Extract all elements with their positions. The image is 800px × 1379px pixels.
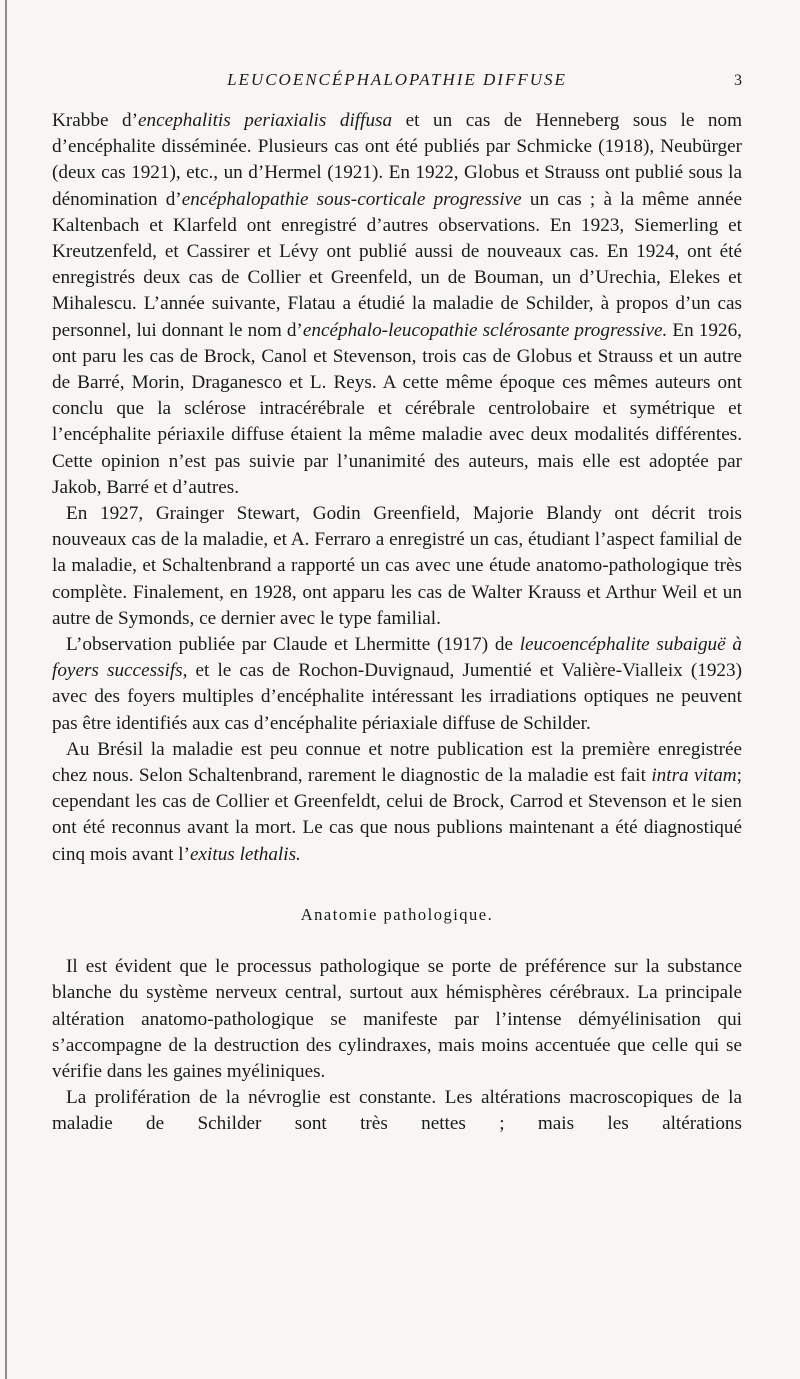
text-run: ; cependant les cas de Collier et Greenfeldt, celui de Brock, Carrod et Stevenson et le sien ont été reconnus avant la mort. Le cas que nous publions maintenant a été diagnostiqué cinq mois avant l’ — [52, 765, 742, 865]
paragraph-history-4 — [52, 737, 742, 868]
text-run: L’observation publiée par Claude et Lhermitte (1917) de — [66, 634, 520, 656]
text-run: et le cas de Rochon-Duvignaud, Jumentié et Valière-Vialleix (1923) avec des foyers multiples d’encéphalite intéressant les irradiations optiques ne peuvent pas être identifiés aux cas d’encéphalite périaxiale diffuse de Schilder. — [52, 660, 742, 734]
italic-term: intra vitam — [651, 765, 737, 787]
paragraph-history-1 — [52, 108, 742, 501]
paragraph-anatomy-2 — [52, 1085, 742, 1137]
page-number: 3 — [734, 72, 742, 89]
body-text — [52, 108, 742, 1138]
italic-term: exitus lethalis. — [190, 843, 301, 865]
text-run: Krabbe d’ — [52, 110, 138, 131]
section-heading: Anatomie pathologique. — [300, 904, 494, 924]
text-run: un cas ; à la même année Kaltenbach et Klarfeld ont enregistré d’autres observations. En 1923, Siemerling et Kreutzenfeld, et Cassirer et Lévy ont publié aussi de nouveaux cas. En 1924, ont été enregistrés deux cas de Collier et Greenfeld, un de Bouman, un d’Urechia, Elekes et Mihalescu. L’année suivante, Flatau a étudié la maladie de Schilder, à propos d’un cas personnel, lui donnant le nom d’ — [52, 188, 742, 341]
text-run: Il est évident que le processus pathologique se porte de préférence sur la substance blanche du système nerveux central, surtout aux hémisphères cérébraux. La principale altération anatomo-pathologique se manifeste par l’intense démyélinisation qui s’accompagne de la destruction des cylindraxes, mais moins accentuée que celle qui se vérifie dans les gaines myéliniques. — [52, 956, 742, 1082]
text-run: La prolifération de la névroglie est constante. Les altérations macroscopiques de la maladie de Schilder sont très nettes ; mais les altérations — [52, 1087, 742, 1135]
page-header — [52, 70, 742, 98]
running-title: LEUCOENCÉPHALOPATHIE DIFFUSE — [227, 70, 567, 89]
italic-term: encéphalopathie sous-corticale progressive — [181, 188, 522, 210]
paragraph-anatomy-1 — [52, 954, 742, 1085]
page-edge-rule — [5, 0, 7, 1379]
italic-term: encephalitis periaxialis diffusa — [138, 110, 393, 131]
text-run: et un cas de Henneberg sous le nom d’encéphalite disséminée. Plusieurs cas ont été publiés par Schmicke (1918), Neubürger (deux cas 1921), etc., un d’Hermel (1921). En 1922, Globus et Strauss ont publié sous la dénomination d’ — [52, 110, 743, 210]
italic-term: leucoencéphalite subaiguë à foyers successifs, — [52, 634, 742, 682]
text-run: Au Brésil la maladie est peu connue et notre publication est la première enregistrée chez nous. Selon Schaltenbrand, rarement le diagnostic de la maladie est fait — [52, 738, 742, 787]
paragraph-history-3 — [52, 632, 742, 737]
text-run: En 1926, ont paru les cas de Brock, Canol et Stevenson, trois cas de Globus et Strauss et un autre de Barré, Morin, Draganesco et L. Reys. A cette même époque ces mêmes auteurs ont conclu que la sclérose intracérébrale et cérébrale centrolobaire et symétrique et l’encéphalite périaxile diffuse étaient la même maladie avec deux modalités différentes. Cette opinion n’est pas suivie par l’unanimité des auteurs, mais elle est adoptée par Jakob, Barré et d’autres. — [52, 319, 742, 498]
paragraph-history-2 — [52, 501, 742, 632]
italic-term: encéphalo-leucopathie sclérosante progressive. — [302, 319, 668, 341]
text-run: En 1927, Grainger Stewart, Godin Greenfield, Majorie Blandy ont décrit trois nouveaux cas de la maladie, et A. Ferraro a enregistré un cas, étudiant l’aspect familial de la maladie, et Schaltenbrand a rapporté un cas avec une étude anatomo-pathologique très complète. Finalement, en 1928, ont apparu les cas de Walter Krauss et Arthur Weil et un autre de Symonds, ce dernier avec le type familial. — [52, 503, 742, 629]
